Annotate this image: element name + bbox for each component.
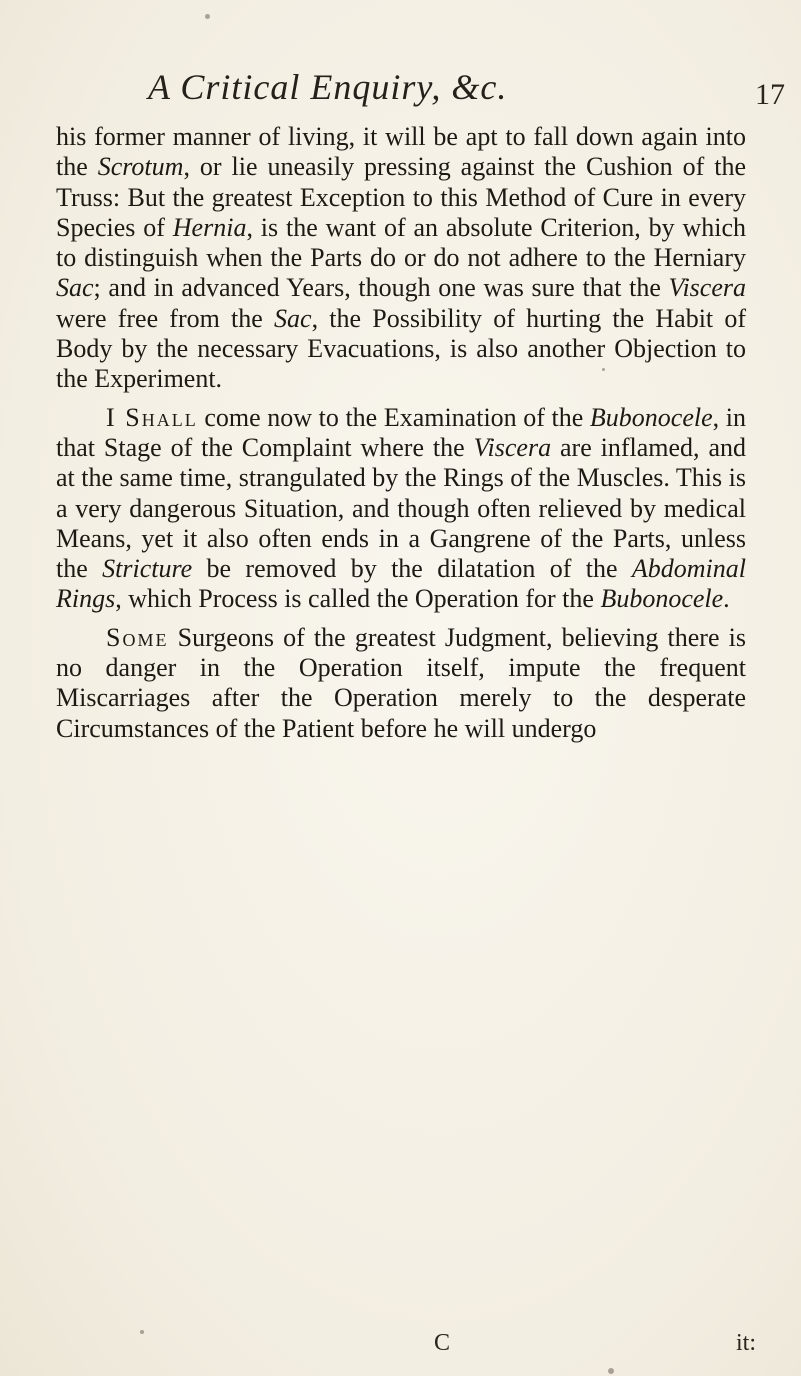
text-run: are inflamed, and at the same time, strangulated by the Rings of the Muscles. This is a very dangerous Situation, and though often relieved by medical Means, yet it also often ends in a Gangrene of the Parts, unless the <box>56 432 747 584</box>
italic-term: Stricture <box>102 554 193 584</box>
paper-speck <box>602 368 605 371</box>
italic-term: Sac <box>56 273 94 303</box>
signature-mark: C <box>434 1330 451 1356</box>
body-text <box>56 122 746 744</box>
paper-speck <box>140 1330 144 1334</box>
paragraph-opening-word: I Shall <box>106 402 198 432</box>
text-run: . <box>723 584 730 614</box>
paragraph-opening-word: Some <box>106 622 169 652</box>
italic-term: Bubonocele <box>600 584 724 614</box>
text-run: Surgeons of the greatest Judgment, believing there is no danger in the Operation itself, impute the frequent Miscarriages after the Operation merely to the desperate Circumstances of the Patient before he will undergo <box>56 622 746 743</box>
text-run: , the Possibility of hurting the Habit of Body by the necessary Evacuations, is also another Objection to the Experiment. <box>56 303 747 394</box>
italic-term: Scrotum <box>97 152 184 182</box>
italic-term: Abdominal Rings <box>56 554 746 614</box>
text-run: , or lie uneasily pressing against the Cushion of the Truss: But the greatest Exception to this Method of Cure in every Species of <box>56 152 747 242</box>
text-run: , is the want of an absolute Criterion, by which to distinguish when the Parts do or do not adhere to the Herniary <box>56 212 746 273</box>
text-run: , in that Stage of the Complaint where the <box>56 402 746 462</box>
text-run: , which Process is called the Operation for the <box>115 584 601 614</box>
text-run: come now to the Examination of the <box>197 402 590 432</box>
paper-speck <box>608 1368 614 1374</box>
italic-term: Bubonocele <box>589 402 713 432</box>
italic-term: Sac <box>274 303 312 333</box>
catchline <box>56 1330 756 1366</box>
text-run: were free from the <box>56 303 275 333</box>
paper-speck <box>205 14 210 19</box>
text-run: be removed by the dilatation of the <box>192 554 632 584</box>
italic-term: Hernia <box>172 212 247 242</box>
running-title: A Critical Enquiry, &c. <box>148 67 508 107</box>
page-number: 17 <box>755 78 785 111</box>
text-run: ; and in advanced Years, though one was sure that the <box>93 273 669 303</box>
italic-term: Viscera <box>473 432 552 462</box>
catchword: it: <box>735 1330 756 1356</box>
paragraph <box>56 623 746 744</box>
paragraph <box>56 122 746 395</box>
italic-term: Viscera <box>668 273 746 303</box>
paragraph <box>56 403 746 615</box>
text-run: his former manner of living, it will be apt to fall down again into the <box>56 122 746 182</box>
